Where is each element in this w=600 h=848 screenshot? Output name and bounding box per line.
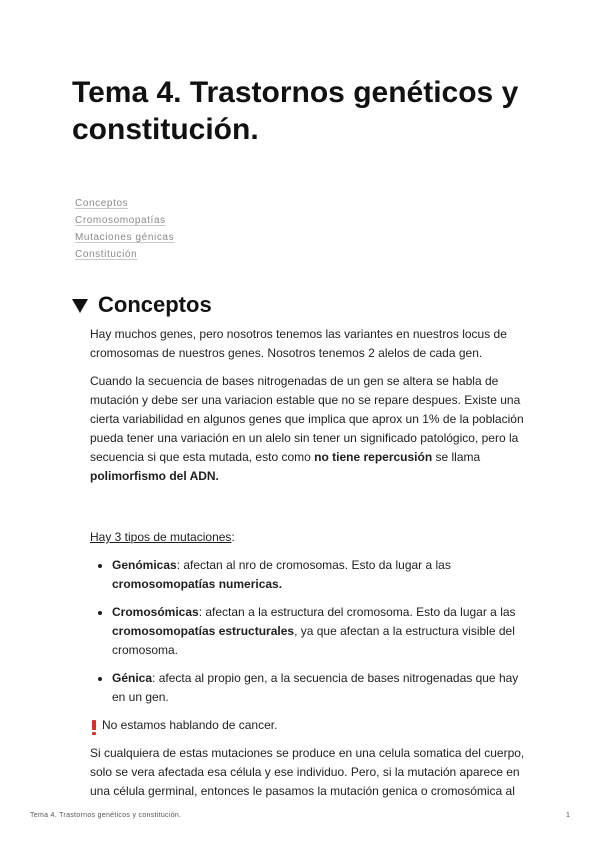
spacer (90, 495, 532, 528)
footer-title: Tema 4. Trastornos genéticos y constitución. (30, 812, 182, 819)
toc-link-mutaciones-genicas[interactable]: Mutaciones génicas (75, 232, 175, 243)
paragraph-mutacion: Cuando la secuencia de bases nitrogenadas de un gen se altera se habla de mutación y debe ser una variacion estable que no se repare despues. Existe una cierta variabilidad en algunos genes que implica que aprox un 1% de la población pueda tener una variación en un alelo sin tener un significado patológico, pero la secuencia si que esta mutada, esto como no tiene repercusión se llama polimorfismo del ADN. (90, 374, 524, 483)
page-title: Tema 4. Trastornos genéticos y constitución. (72, 76, 519, 146)
paragraph-genes: Hay muchos genes, pero nosotros tenemos las variantes en nuestros locus de cromosomas de nuestros genes. Nosotros tenemos 2 alelos de cada gen. (90, 327, 507, 360)
bold-polimorfismo: polimorfismo del ADN. (90, 469, 219, 483)
table-of-contents (75, 195, 174, 263)
types-intro: Hay 3 tipos de mutaciones: (90, 530, 235, 544)
exclamation-icon (92, 720, 96, 730)
warning-note: No estamos hablando de cancer. (90, 716, 532, 735)
bold-no-repercusion: no tiene repercusión (314, 450, 433, 464)
toc-link-cromosomopatias[interactable]: Cromosomopatías (75, 215, 166, 226)
list-item-genica: • Génica: afecta al propio gen, a la secuencia de bases nitrogenadas que hay en un gen. (112, 669, 532, 707)
triangle-down-icon (72, 299, 88, 313)
list-item-cromosomicas: • Cromosómicas: afectan a la estructura del cromosoma. Esto da lugar a las cromosomopatías estructurales, ya que afectan a la estructura visible del cromosoma. (112, 603, 532, 660)
mutation-types-list (90, 556, 532, 707)
toc-link-constitucion[interactable]: Constitución (75, 249, 138, 260)
list-item-genomicas: • Genómicas: afectan al nro de cromosomas. Esto da lugar a las cromosomopatías numericas. (112, 556, 532, 594)
toc-link-conceptos[interactable]: Conceptos (75, 198, 129, 209)
section-heading: Conceptos (98, 292, 212, 317)
section-toggle-conceptos[interactable] (72, 290, 212, 320)
paragraph-somatica: Si cualquiera de estas mutaciones se produce en una celula somatica del cuerpo, solo se vera afectada esa célula y ese individuo. Pero, si la mutación aparece en una célula germinal, entonces le pasamos la mutación genica o cromosómica al (90, 746, 525, 798)
page-number: 1 (566, 812, 570, 819)
section-body (90, 325, 532, 810)
